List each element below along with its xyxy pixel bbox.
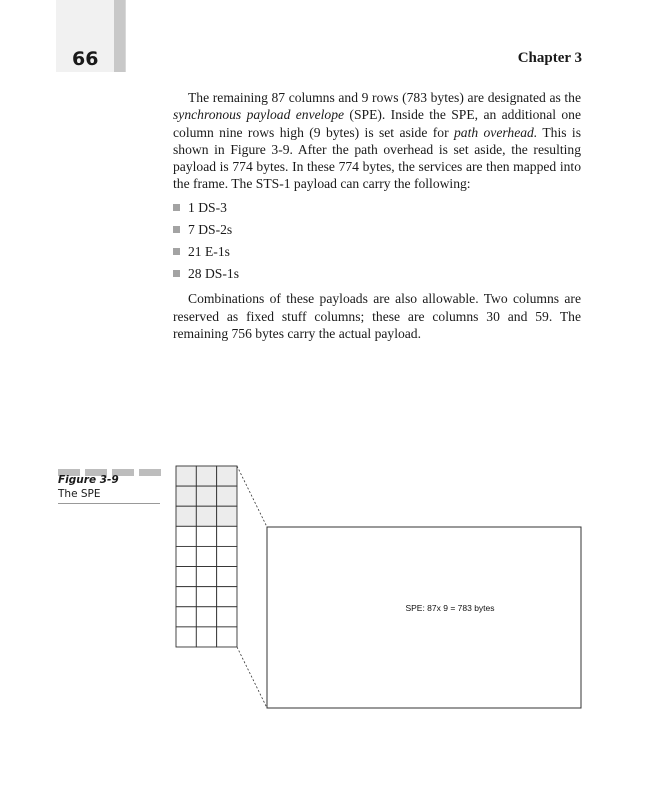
page-number: 66 [72,48,99,70]
list-item-text: 28 DS-1s [188,266,239,282]
chapter-title: Chapter 3 [517,50,582,66]
grid-cell [176,506,196,526]
grid-cell [176,567,196,587]
list-item-text: 7 DS-2s [188,221,233,237]
grid-cell [217,546,237,566]
spe-box [267,527,581,708]
grid-cell [196,546,216,566]
overhead-grid [176,466,237,647]
paragraph-1-part-2: (SPE). Inside the SPE, an additional one column nine rows high (9 bytes) is set aside for [173,107,582,140]
grid-cell [196,526,216,546]
grid-cell [176,607,196,627]
grid-cell [176,486,196,506]
figure-label: Figure 3-9 [58,474,119,486]
grid-cell [176,546,196,566]
figure-caption: The SPE [58,488,160,504]
grid-cell [217,627,237,647]
grid-cell [217,466,237,486]
grid-cell [217,587,237,607]
zoom-line-bottom [237,647,267,708]
spe-box-label: SPE: 87x 9 = 783 bytes [405,603,495,613]
grid-cell [196,506,216,526]
paragraph-1-part-3: This is shown in Figure 3-9. After the path overhead is set aside, the resulting payload is 774 bytes. In these 774 bytes, the services are then mapped into the frame. The STS-1 payload can carry the following: [173,124,581,192]
list-item-text: 21 E-1s [188,243,230,259]
paragraph-1-part-1: The remaining 87 columns and 9 rows (783 bytes) are designated as the [188,90,581,105]
grid-cell [176,466,196,486]
grid-cell [176,627,196,647]
grid-cell [196,486,216,506]
grid-cell [217,567,237,587]
paragraph-2: Combinations of these payloads are also allowable. Two columns are reserved as fixed stuff columns; these are columns 30 and 59. The remaining 756 bytes carry the actual payload. [173,291,581,341]
term-path-overhead: path overhead. [453,124,538,140]
grid-cell [196,607,216,627]
grid-cell [217,506,237,526]
grid-cell [217,607,237,627]
grid-cell [217,526,237,546]
grid-cell [196,567,216,587]
grid-cell [217,486,237,506]
grid-cell [196,627,216,647]
zoom-line-top [237,466,267,527]
term-spe: synchronous payload envelope [173,107,345,123]
grid-cell [176,526,196,546]
grid-cell [196,466,216,486]
grid-cell [196,587,216,607]
list-item-text: 1 DS-3 [188,199,227,215]
grid-cell [176,587,196,607]
